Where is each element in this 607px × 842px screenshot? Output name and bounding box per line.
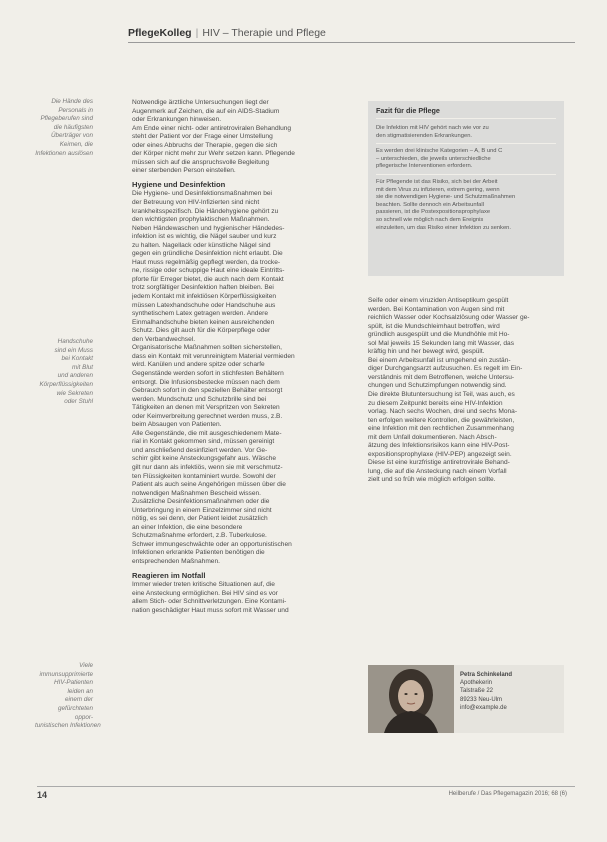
fact-box-line: Es werden drei klinische Kategorien – A, B und C — [376, 148, 503, 155]
margin-note-line: gefürchteten — [57, 704, 93, 712]
text-line: Alle Gegenstände, die mit ausgeschiedenem Mate- — [132, 429, 282, 437]
emergency-paragraph — [132, 581, 354, 615]
margin-note-line: Viele — [79, 662, 93, 669]
text-line: entsprechenden Maßnahmen. — [132, 557, 220, 565]
text-line: Augenmerk auf Zeichen, die auf ein AIDS-Stadium — [132, 107, 280, 115]
header-section: HIV – Therapie und Pflege — [202, 27, 326, 39]
margin-note-line: oppor- — [74, 713, 93, 721]
text-line: Patient als auch seine Angehörigen müssen über die — [132, 481, 286, 489]
text-line: spült, ist die Mundschleimhaut betroffen, wird — [368, 322, 500, 330]
text-line: Infektionen erkrankte Patienten benötigen die — [132, 549, 265, 557]
fact-box-line: mit dem Virus zu infizieren, extrem gering, wenn — [376, 186, 500, 193]
text-line: Bei einem Arbeitsunfall ist umgehend ein zustän- — [368, 356, 511, 364]
fact-box-line: einzuleiten, um das Risiko einer Infektion zu senken. — [376, 224, 512, 231]
margin-note-line: und anderen — [57, 372, 93, 380]
text-line: steht der Patient vor der Frage einer Umstellung — [132, 133, 273, 141]
text-line: müssen Latexhandschuhe oder Handschuhe aus — [132, 301, 276, 309]
text-line: der Körper nicht mehr zur Wehr setzen kann. Pflegende — [132, 150, 295, 158]
text-line: Die Hygiene- und Desinfektionsmaßnahmen bei — [132, 190, 273, 198]
text-line: schirr gibt keine Ansteckungsgefahr aus. Wäsche — [132, 455, 277, 463]
text-line: oder Keimverbreitung gerechnet werden muss, z.B. — [132, 412, 283, 420]
text-line: nation geschädigter Haut muss sofort mit Wasser und — [132, 606, 289, 614]
text-line: allem Stich- oder Schnittverletzungen. Eine Kontami- — [132, 598, 287, 606]
fact-box-line: den stigmatisierenden Erkrankungen. — [376, 132, 473, 139]
margin-note-gloves — [35, 338, 93, 407]
intro-paragraph — [132, 99, 354, 176]
fact-box-line: Die Infektion mit HIV gehört nach wie vor zu — [376, 125, 489, 131]
text-line: Schutz. Dies gilt auch für die Körperpflege oder — [132, 327, 271, 335]
margin-note-line: Körperflüssigkeiten — [39, 380, 93, 388]
isolation-paragraph — [132, 498, 354, 566]
text-line: reichlich Wasser oder Kochsalzlösung oder Wasser ge- — [368, 314, 530, 322]
text-line: sol Mal jeweils 15 Sekunden lang mit Wasser, das — [368, 339, 514, 347]
text-line: eine Ansteckung ermöglichen. Bei HIV sind es vor — [132, 589, 278, 597]
text-line: zu halten. Nagellack oder künstliche Nägel sind — [132, 241, 271, 249]
text-line: Schutzmaßnahme erfordert, z.B. Tuberkulose. — [132, 532, 267, 540]
text-line: vorlag. Nach sechs Wochen, drei und sechs Mona- — [368, 408, 518, 416]
fact-box-line: Für Pflegende ist das Risiko, sich bei der Arbeit — [376, 178, 498, 185]
text-line: oder Erkrankungen hinweisen. — [132, 116, 222, 124]
margin-note-line: Pflegeberufen sind — [40, 115, 93, 123]
text-line: oder eines Abbruchs der Therapie, gegen die sich — [132, 141, 278, 149]
hygiene-heading: Hygiene und Desinfektion — [132, 179, 226, 189]
author-line: Apothekerin — [460, 680, 493, 687]
margin-note-line: immunsupprimierte — [39, 670, 93, 678]
text-line: Gebrauch sofort in den speziellen Behälter entsorgt — [132, 387, 283, 395]
text-line: Neben Händewaschen und hygienischer Händedes- — [132, 224, 285, 232]
text-line: Notwendige ärztliche Untersuchungen liegt der — [132, 99, 269, 106]
text-line: zu diesem Zeitpunkt bereits eine HIV-Infektion — [368, 399, 503, 407]
text-line: gilt nur dann als infektiös, wenn sie mit verschmutz- — [132, 463, 283, 471]
text-line: gegen ein gründliche Desinfektion nicht erlaubt. Die — [132, 250, 283, 258]
continued-paragraph — [368, 297, 566, 485]
text-line: jedem Kontakt mit infektiösen Körperflüssigkeiten — [132, 293, 277, 301]
text-line: diger Durchgangsarzt aufzusuchen. Es regelt im Ein- — [368, 365, 523, 373]
hygiene-paragraph — [132, 190, 354, 429]
footer-source: Heilberufe / Das Pflegemagazin 2016; 68 (6) — [448, 791, 567, 797]
footer-rule — [37, 786, 575, 787]
text-line: trotz sorgfältiger Desinfektion haften bleiben. Bei — [132, 284, 274, 292]
fact-box-title: Fazit für die Pflege — [376, 106, 556, 119]
margin-note-line: Infektionen auslösen — [35, 149, 93, 157]
fact-box-line: passieren, ist die Postexpositionsprophylaxe — [376, 209, 491, 216]
text-line: Tätigkeiten an denen mit Verspritzen von Sekreten — [132, 404, 280, 412]
text-line: Die direkte Blutuntersuchung ist Teil, was auch, es — [368, 391, 515, 399]
devices-paragraph — [132, 430, 354, 498]
text-line: synthetischem Latex getragen werden. Andere — [132, 310, 268, 318]
text-line: der Betreuung von HIV-Infizierten sind nicht — [132, 199, 260, 207]
text-line: ten Flüssigkeiten kontaminiert wurde. Sowohl der — [132, 472, 276, 480]
text-line: werden. Bei Kontamination von Augen sind mit — [368, 305, 505, 313]
text-line: beim Absaugen von Patienten. — [132, 421, 222, 429]
text-line: den wichtigsten prophylaktischen Maßnahmen. — [132, 216, 270, 224]
header-separator: | — [195, 27, 199, 39]
margin-note-line: Die Hände des — [51, 98, 93, 105]
fact-box-line: sie die notwendigen Hygiene- und Schutzmaßnahmen — [376, 194, 516, 201]
author-name: Petra Schinkeland — [460, 672, 513, 678]
margin-note-line: sind ein Muss — [54, 346, 93, 354]
text-line: einer sterbenden Person einstellen. — [132, 167, 236, 175]
margin-note-line: die häufigsten — [53, 123, 93, 131]
margin-note-opportunistic — [35, 662, 101, 731]
margin-note-line: tunistischen Infektionen — [35, 722, 101, 730]
text-line: ne, rissige oder schuppige Haut eine ideale Eintritts- — [132, 267, 285, 275]
fact-box-line: so schnell wie möglich nach dem Ereignis — [376, 216, 484, 223]
text-line: Organisatorische Maßnahmen sollten sicherstellen, — [132, 344, 282, 352]
emergency-heading: Reagieren im Notfall — [132, 570, 206, 580]
author-line: Talstraße 22 — [460, 688, 494, 695]
text-line: pforte für Erreger bietet, die auch nach dem Kontakt — [132, 275, 284, 283]
text-line: Am Ende einer nicht- oder antiretroviralen Behandlung — [132, 124, 292, 132]
margin-note-line: einem der — [64, 696, 93, 704]
text-line: Einmalhandschuhe bieten keinen ausreichenden — [132, 318, 275, 326]
fact-box-line: beachten. Sollte dennoch ein Arbeitsunfall — [376, 201, 484, 208]
text-line: Haut muss regelmäßig gepflegt werden, da trocke- — [132, 258, 281, 266]
text-line: lung, die auf die Ansteckung nach einem Vorfall — [368, 467, 507, 475]
text-line: Gegenstände werden sofort in stichfesten Behältern — [132, 369, 284, 377]
author-line: 89233 Neu-Ulm — [460, 696, 503, 703]
text-line: kräftig hin und her bewegt wird, gespült. — [368, 348, 485, 356]
text-line: Seife oder einem viruziden Antiseptikum gespült — [368, 297, 509, 304]
author-info — [460, 671, 512, 712]
margin-note-line: mit Blut — [72, 363, 93, 371]
main-column-left — [132, 99, 354, 615]
fact-box-line: pflegerische Interventionen erfordern. — [376, 163, 473, 170]
fact-box-line: – unterschieden, die jeweils unterschiedliche — [376, 155, 491, 162]
header-rule — [128, 42, 575, 43]
main-column-right — [368, 297, 566, 485]
text-line: mit dem Unfall dokumentieren. Nach Absch- — [368, 433, 497, 441]
margin-note-line: Personals in — [58, 106, 93, 114]
fact-box — [368, 101, 564, 276]
fact-box-item — [376, 146, 556, 175]
text-line: wird. Kanülen und andere spitze oder scharfe — [132, 361, 265, 369]
text-line: infektion ist es wichtig, die Nägel sauber und kurz — [132, 233, 277, 241]
author-photo — [368, 665, 454, 733]
margin-note-line: Keimen, die — [59, 140, 93, 148]
text-line: den Verbandwechsel. — [132, 335, 196, 343]
margin-note-line: Überträger von — [51, 132, 93, 140]
margin-note-line: HIV-Patienten — [54, 679, 93, 687]
text-line: gründlich ausgespült und die Mundhöhle mit Ho- — [368, 331, 510, 339]
text-line: ten erfolgen weitere Kontrollen, die gewährleisten, — [368, 416, 515, 424]
text-line: expositionsprophylaxe (HIV-PEP) angezeigt sein. — [368, 450, 512, 458]
fact-box-items — [376, 123, 556, 235]
margin-note-line: Handschuhe — [57, 338, 93, 345]
text-line: krankheitsspezifisch. Die Händehygiene gehört zu — [132, 207, 279, 215]
text-line: müssen sich auf die anspruchsvolle Begleitung — [132, 158, 270, 166]
running-header — [128, 27, 326, 39]
text-line: dass ein Kontakt mit verunreinigtem Material vermieden — [132, 352, 295, 360]
text-line: und anschließend desinfiziert werden. Vor Ge- — [132, 446, 268, 454]
text-line: eine Infektion mit den rechtlichen Zusammenhang — [368, 425, 514, 433]
text-line: zielt und so früh wie möglich erfolgen sollte. — [368, 476, 496, 484]
text-line: rial in Kontakt gekommen sind, müssen gereinigt — [132, 438, 275, 446]
margin-note-line: bei Kontakt — [61, 355, 93, 363]
text-line: Diese ist eine kurzfristige antiretrovirale Behand- — [368, 459, 510, 467]
text-line: chungen und Schutzimpfungen notwendig sind. — [368, 382, 507, 390]
text-line: werden. Mundschutz und Schutzbrille sind bei — [132, 395, 267, 403]
author-line: info@example.de — [460, 704, 507, 711]
text-line: nötig, es sei denn, der Patient leidet zusätzlich — [132, 515, 268, 523]
text-line: an einer Infektion, die eine besondere — [132, 523, 243, 531]
fact-box-item — [376, 123, 556, 144]
text-line: ätzung des Infektionsrisikos kann eine HIV-Post- — [368, 442, 510, 450]
margin-note-hands — [35, 98, 93, 158]
page-number: 14 — [37, 790, 48, 800]
text-line: Unterbringung in einem Einzelzimmer sind nicht — [132, 506, 272, 514]
text-line: Zusätzliche Desinfektionsmaßnahmen oder die — [132, 498, 270, 506]
author-box — [368, 665, 564, 733]
fact-box-item — [376, 177, 556, 235]
margin-note-line: wie Sekreten — [56, 389, 93, 397]
text-line: notwendigen Maßnahmen Bescheid wissen. — [132, 489, 262, 497]
author-lines — [460, 679, 512, 712]
margin-note-line: leiden an — [67, 687, 93, 695]
text-line: verständnis mit dem Betroffenen, welche Untersu- — [368, 373, 515, 381]
header-brand: PflegeKolleg — [128, 27, 192, 39]
text-line: Immer wieder treten kritische Situationen auf, die — [132, 581, 275, 589]
text-line: Schwer immungeschwächte oder an opportunistischen — [132, 540, 292, 548]
text-line: entsorgt. Die Infusionsbestecke müssen nach dem — [132, 378, 280, 386]
margin-note-line: oder Stuhl — [64, 398, 93, 406]
